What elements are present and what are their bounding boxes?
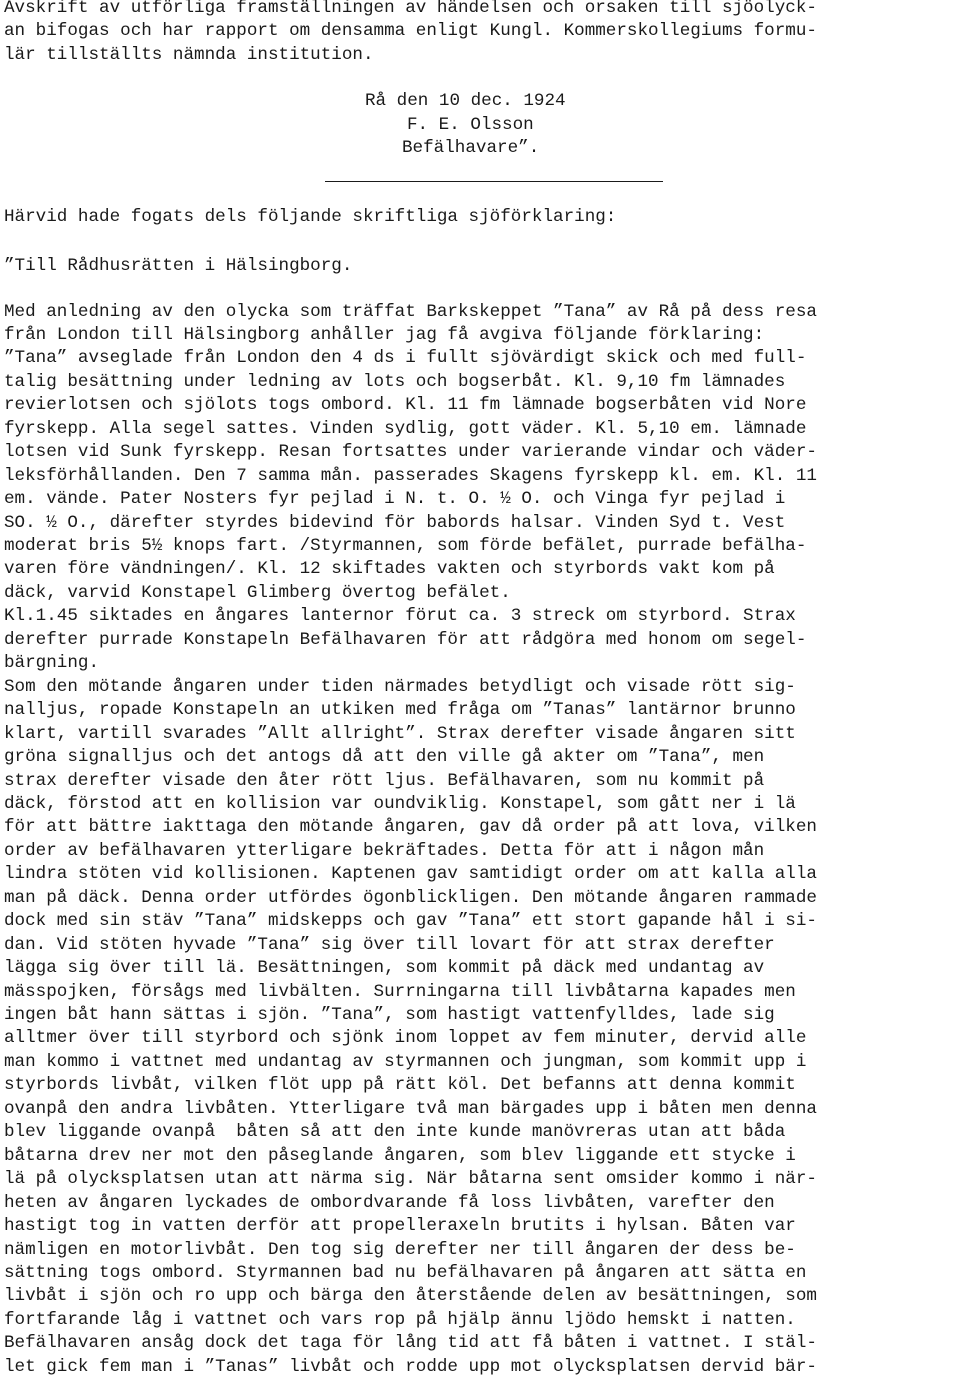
body-line: Befälhavaren ansåg dock det taga för lång tid att få båten i vattnet. I stäl-	[4, 1333, 817, 1354]
addressee-line: ”Till Rådhusrätten i Hälsingborg.	[4, 256, 353, 276]
body-line: order av befälhavaren ytterligare bekräftades. Detta för att i någon mån	[4, 840, 765, 861]
body-line: Med anledning av den olycka som träffat Barkskeppet ”Tana” av Rå på dess resa	[4, 301, 817, 322]
intro-line: lär tillställts nämnda institution.	[4, 44, 374, 65]
body-line: däck, förstod att en kollision var oundviklig. Konstapel, som gått ner i lä	[4, 793, 796, 814]
signature-title: Befälhavare”.	[402, 138, 540, 158]
body-line: ingen båt hann sättas i sjön. ”Tana”, som hastigt vattenfylldes, lade sig	[4, 1005, 775, 1025]
body-line: lä på olycksplatsen utan att närma sig. När båtarna sent omsider kommo i när-	[4, 1169, 817, 1190]
body-line: fortfarande låg i vattnet och vars rop på hjälp ännu ljödo hemskt i natten.	[4, 1309, 796, 1330]
body-line: Kl.1.45 siktades en ångares lanternor förut ca. 3 streck om styrbord. Strax	[4, 606, 796, 627]
body-line: strax derefter visade den åter rött ljus. Befälhavaren, som nu kommit på	[4, 770, 765, 791]
signature-name: F. E. Olsson	[407, 114, 534, 135]
body-line: nalljus, ropade Konstapeln an utkiken med fråga om ”Tanas” lantärnor brunno	[4, 700, 796, 721]
body-line: livbåt i sjön och ro upp och bärga den återstående delen av besättningen, som	[4, 1286, 817, 1307]
separator-rule	[325, 181, 663, 182]
herewith-line: Härvid hade fogats dels följande skriftliga sjöförklaring:	[4, 207, 617, 227]
body-line: gröna signalljus och det antogs då att den ville gå akter om ”Tana”, men	[4, 747, 765, 768]
body-line: let gick fem man i ”Tanas” livbåt och rodde upp mot olycksplatsen dervid bär-	[4, 1356, 817, 1377]
body-line: lägga sig över till lä. Besättningen, som kommit på däck med undantag av	[4, 958, 765, 979]
signature-place-date: Rå den 10 dec. 1924	[365, 91, 566, 111]
body-line: leksförhållanden. Den 7 samma mån. passerades Skagens fyrskepp kl. em. Kl. 11	[4, 465, 817, 486]
body-line: talig besättning under ledning av lots och bogserbåt. Kl. 9,10 fm lämnades	[4, 371, 786, 392]
body-line: lotsen vid Sunk fyrskepp. Resan fortsattes under varierande vindar och väder-	[4, 442, 817, 463]
body-line: varen före vändningen/. Kl. 12 skiftades vakten och styrbords vakt kom på	[4, 559, 775, 580]
intro-line: an bifogas och har rapport om densamma enligt Kungl. Kommerskollegiums formu-	[4, 21, 817, 42]
body-line: man på däck. Denna order utfördes ögonblickligen. Den mötande ångaren rammade	[4, 887, 817, 908]
body-line: styrbords livbåt, vilken flöt upp på rätt köl. Det befanns att denna kommit	[4, 1075, 796, 1096]
body-line: heten av ångaren lyckades de ombordvarande få loss livbåten, varefter den	[4, 1192, 775, 1213]
body-line: Som den mötande ångaren under tiden närmades betydligt och visade rött sig-	[4, 676, 796, 697]
body-line: revierlotsen och sjölots togs ombord. Kl. 11 fm lämnade bogserbåten vid Nore	[4, 395, 807, 416]
body-line: SO. ½ O., därefter styrdes bidevind för babords halsar. Vinden Syd t. Vest	[4, 512, 786, 533]
body-line: blev liggande ovanpå båten så att den inte kunde manövreras utan att båda	[4, 1122, 786, 1143]
body-line: dock med sin stäv ”Tana” midskepps och gav ”Tana” ett stort gapande hål i si-	[4, 911, 817, 932]
body-line: hastigt tog in vatten derför att propelleraxeln brutits i hylsan. Båten var	[4, 1216, 796, 1237]
body-line: em. vände. Pater Nosters fyr pejlad i N. t. O. ½ O. och Vinga fyr pejlad i	[4, 489, 786, 510]
body-line: från London till Hälsingborg anhåller jag få avgiva följande förklaring:	[4, 324, 765, 345]
body-line: nämligen en motorlivbåt. Den tog sig derefter ner till ångaren der dess be-	[4, 1239, 796, 1260]
body-line: klart, vartill svarades ”Allt allright”. Strax derefter visade ångaren sitt	[4, 723, 796, 744]
body-line: bärgning.	[4, 653, 100, 674]
body-line: sättning togs ombord. Styrmannen bad nu befälhavaren på ångaren att sätta en	[4, 1262, 807, 1283]
body-line: mässpojken, försågs med livbälten. Surrningarna till livbåtarna kapades men	[4, 981, 796, 1002]
body-line: ”Tana” avseglade från London den 4 ds i fullt sjövärdigt skick och med full-	[4, 348, 807, 369]
body-line: båtarna drev ner mot den påseglande ångaren, som blev liggande ett stycke i	[4, 1145, 796, 1166]
body-line: man kommo i vattnet med undantag av styrmannen och jungman, som kommit upp i	[4, 1051, 807, 1072]
body-line: fyrskepp. Alla segel sattes. Vinden sydlig, gott väder. Kl. 5,10 em. lämnade	[4, 418, 807, 439]
body-line: dan. Vid stöten hyvade ”Tana” sig över till lovart för att strax derefter	[4, 934, 775, 955]
body-line: derefter purrade Konstapeln Befälhavaren för att rådgöra med honom om segel-	[4, 629, 807, 650]
intro-line: Avskrift av utförliga framställningen av händelsen och orsaken till sjöolyck-	[4, 0, 817, 18]
body-line: alltmer över till styrbord och sjönk inom loppet av fem minuter, dervid alle	[4, 1028, 807, 1049]
body-line: moderat bris 5½ knops fart. /Styrmannen, som förde befälet, purrade befälha-	[4, 536, 807, 556]
body-line: ovanpå den andra livbåten. Ytterligare två man bärgades upp i båten men denna	[4, 1098, 817, 1119]
body-line: för att bättre iakttaga den mötande ångaren, gav då order på att lova, vilken	[4, 817, 817, 838]
body-line: lindra stöten vid kollisionen. Kaptenen gav samtidigt order om att kalla alla	[4, 864, 817, 885]
body-line: däck, varvid Konstapel Glimberg övertog befälet.	[4, 582, 511, 603]
